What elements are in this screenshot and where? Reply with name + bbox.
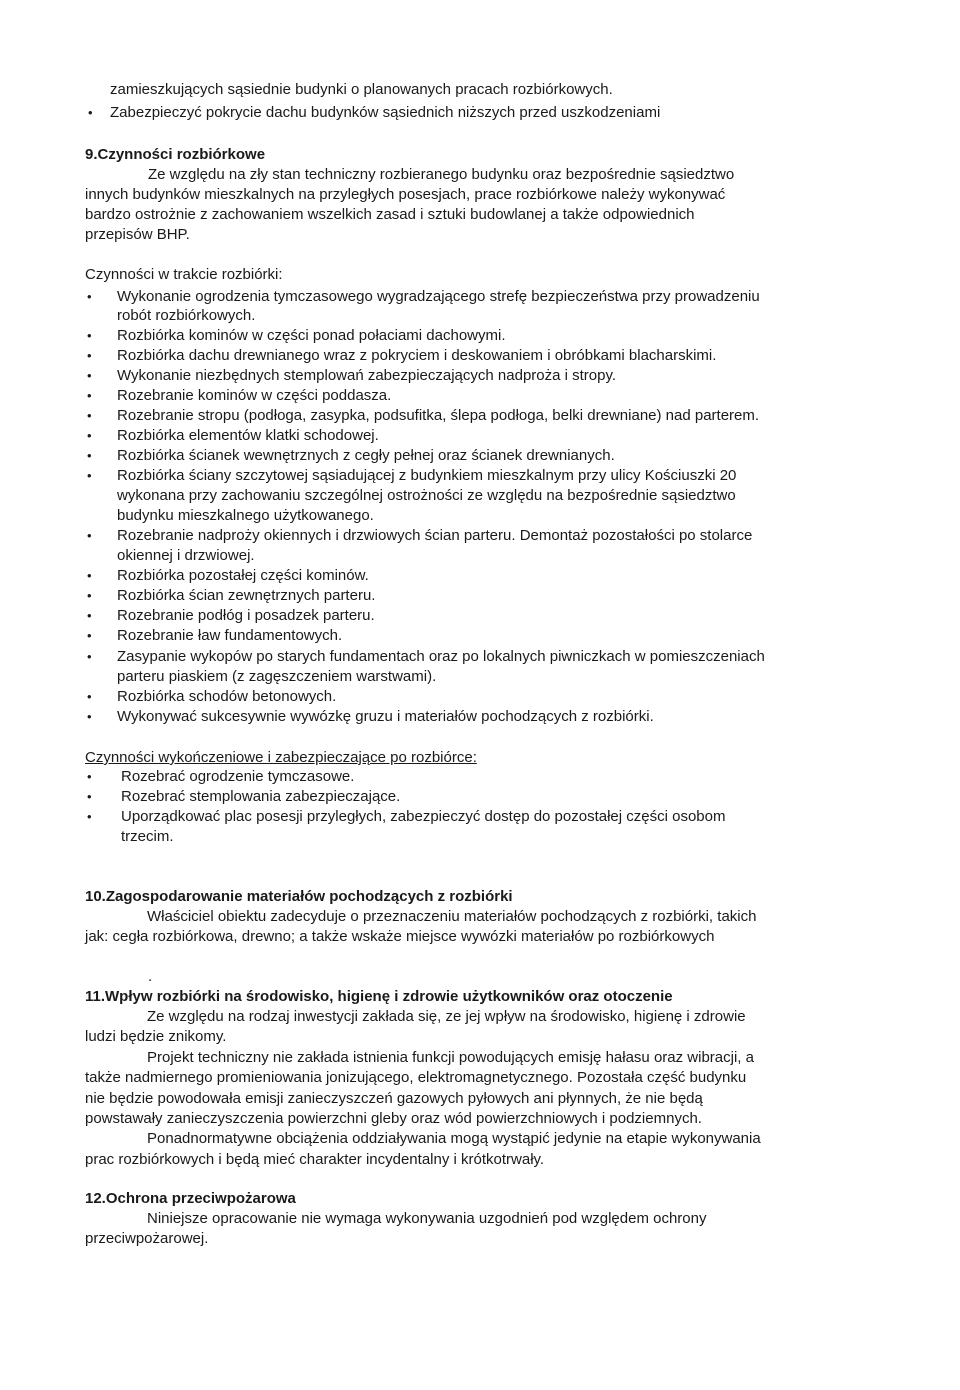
paragraph-line: jak: cegła rozbiórkowa, drewno; a także wskaże miejsce wywózki materiałów po rozbiórkowych xyxy=(85,928,715,945)
paragraph-line: innych budynków mieszkalnych na przyległych posesjach, prace rozbiórkowe należy wykonywać xyxy=(85,186,726,203)
bullet-icon xyxy=(87,787,93,807)
bullet-icon xyxy=(87,807,93,827)
list-item-continuation: trzecim. xyxy=(121,828,174,845)
list-item: Rozebrać ogrodzenie tymczasowe. xyxy=(121,768,355,785)
intro-line: zamieszkujących sąsiednie budynki o planowanych pracach rozbiórkowych. xyxy=(110,81,613,98)
bullet-icon xyxy=(87,586,93,606)
paragraph-line: . xyxy=(148,968,153,985)
list-item: Rozebranie ław fundamentowych. xyxy=(117,627,343,644)
list-item: Rozbiórka ścianek wewnętrznych z cegły pełnej oraz ścianek drewnianych. xyxy=(117,447,615,464)
paragraph-line: także nadmiernego promieniowania jonizującego, elektromagnetycznego. Pozostała część budynku xyxy=(85,1069,747,1086)
paragraph-line: przepisów BHP. xyxy=(85,226,190,243)
list-item-continuation: parteru piaskiem (z zagęszczeniem warstwami). xyxy=(117,668,437,685)
paragraph-line: Ze względu na zły stan techniczny rozbieranego budynku oraz bezpośrednie sąsiedztwo xyxy=(148,166,735,183)
bullet-icon xyxy=(87,386,93,406)
paragraph-line: Właściciel obiektu zadecyduje o przeznaczeniu materiałów pochodzących z rozbiórki, takich xyxy=(147,908,757,925)
bullet-icon xyxy=(88,103,94,123)
list-item: Rozebranie podłóg i posadzek parteru. xyxy=(117,607,375,624)
bullet-icon xyxy=(87,526,93,546)
final-works-heading: Czynności wykończeniowe i zabezpieczające po rozbiórce: xyxy=(85,749,477,766)
list-item: Wykonywać sukcesywnie wywózkę gruzu i materiałów pochodzących z rozbiórki. xyxy=(117,708,654,725)
list-item-continuation: robót rozbiórkowych. xyxy=(117,307,256,324)
paragraph-line: Ponadnormatywne obciążenia oddziaływania mogą wystąpić jedynie na etapie wykonywania xyxy=(147,1130,761,1147)
list-item: Wykonanie niezbędnych stemplowań zabezpieczających nadproża i stropy. xyxy=(117,367,617,384)
section-11-heading: 11.Wpływ rozbiórki na środowisko, higienę i zdrowie użytkowników oraz otoczenie xyxy=(85,988,673,1005)
list-item: Wykonanie ogrodzenia tymczasowego wygradzającego strefę bezpieczeństwa przy prowadzeniu xyxy=(117,288,760,305)
bullet-icon xyxy=(87,687,93,707)
list-item: Rozebranie kominów w części poddasza. xyxy=(117,387,392,404)
paragraph-line: bardzo ostrożnie z zachowaniem wszelkich zasad i sztuki budowlanej a także odpowiednich xyxy=(85,206,695,223)
list-item: Rozbiórka ścian zewnętrznych parteru. xyxy=(117,587,376,604)
bullet-icon xyxy=(87,287,93,307)
during-demolition-heading: Czynności w trakcie rozbiórki: xyxy=(85,266,283,283)
bullet-icon xyxy=(87,626,93,646)
list-item: Rozbiórka dachu drewnianego wraz z pokryciem i deskowaniem i obróbkami blacharskimi. xyxy=(117,347,717,364)
bullet-icon xyxy=(87,566,93,586)
bullet-icon xyxy=(87,446,93,466)
list-item: Rozbiórka pozostałej części kominów. xyxy=(117,567,369,584)
bullet-icon xyxy=(87,406,93,426)
bullet-icon xyxy=(87,606,93,626)
list-item: Rozebranie stropu (podłoga, zasypka, podsufitka, ślepa podłoga, belki drewniane) nad parterem. xyxy=(117,407,760,424)
bullet-icon xyxy=(87,426,93,446)
paragraph-line: powstawały zanieczyszczenia powierzchni gleby oraz wód powierzchniowych i podziemnych. xyxy=(85,1110,702,1127)
bullet-icon xyxy=(87,326,93,346)
list-item: Rozbiórka schodów betonowych. xyxy=(117,688,337,705)
bullet-icon xyxy=(87,647,93,667)
list-item: Zasypanie wykopów po starych fundamentach oraz po lokalnych piwniczkach w pomieszczeniach xyxy=(117,648,765,665)
section-10-heading: 10.Zagospodarowanie materiałów pochodzących z rozbiórki xyxy=(85,888,513,905)
paragraph-line: ludzi będzie znikomy. xyxy=(85,1028,227,1045)
paragraph-line: Niniejsze opracowanie nie wymaga wykonywania uzgodnień pod względem ochrony xyxy=(147,1210,707,1227)
paragraph-line: nie będzie powodowała emisji zanieczyszczeń gazowych pyłowych ani płynnych, że nie będą xyxy=(85,1090,703,1107)
section-9-heading: 9.Czynności rozbiórkowe xyxy=(85,146,266,163)
list-item: Rozbiórka elementów klatki schodowej. xyxy=(117,427,379,444)
list-item-continuation: budynku mieszkalnego użytkowanego. xyxy=(117,507,374,524)
paragraph-line: przeciwpożarowej. xyxy=(85,1230,209,1247)
list-item: Rozebranie nadproży okiennych i drzwiowych ścian parteru. Demontaż pozostałości po stolarce xyxy=(117,527,753,544)
list-item: Rozbiórka ściany szczytowej sąsiadującej z budynkiem mieszkalnym przy ulicy Kościuszki 20 xyxy=(117,467,737,484)
bullet-icon xyxy=(87,366,93,386)
bullet-icon xyxy=(87,346,93,366)
paragraph-line: Ze względu na rodzaj inwestycji zakłada się, ze jej wpływ na środowisko, higienę i zdrowie xyxy=(147,1008,746,1025)
paragraph-line: prac rozbiórkowych i będą mieć charakter incydentalny i krótkotrwały. xyxy=(85,1151,545,1168)
bullet-icon xyxy=(87,466,93,486)
intro-bullet-item: Zabezpieczyć pokrycie dachu budynków sąsiednich niższych przed uszkodzeniami xyxy=(110,104,661,121)
bullet-icon xyxy=(87,767,93,787)
paragraph-line: Projekt techniczny nie zakłada istnienia funkcji powodujących emisję hałasu oraz wibracji, a xyxy=(147,1049,754,1066)
list-item-continuation: okiennej i drzwiowej. xyxy=(117,547,255,564)
list-item-continuation: wykonana przy zachowaniu szczególnej ostrożności ze względu na bezpośrednie sąsiedztwo xyxy=(117,487,736,504)
list-item: Uporządkować plac posesji przyległych, zabezpieczyć dostęp do pozostałej części osobom xyxy=(121,808,726,825)
list-item: Rozbiórka kominów w części ponad połaciami dachowymi. xyxy=(117,327,506,344)
bullet-icon xyxy=(87,707,93,727)
section-12-heading: 12.Ochrona przeciwpożarowa xyxy=(85,1190,296,1207)
list-item: Rozebrać stemplowania zabezpieczające. xyxy=(121,788,401,805)
